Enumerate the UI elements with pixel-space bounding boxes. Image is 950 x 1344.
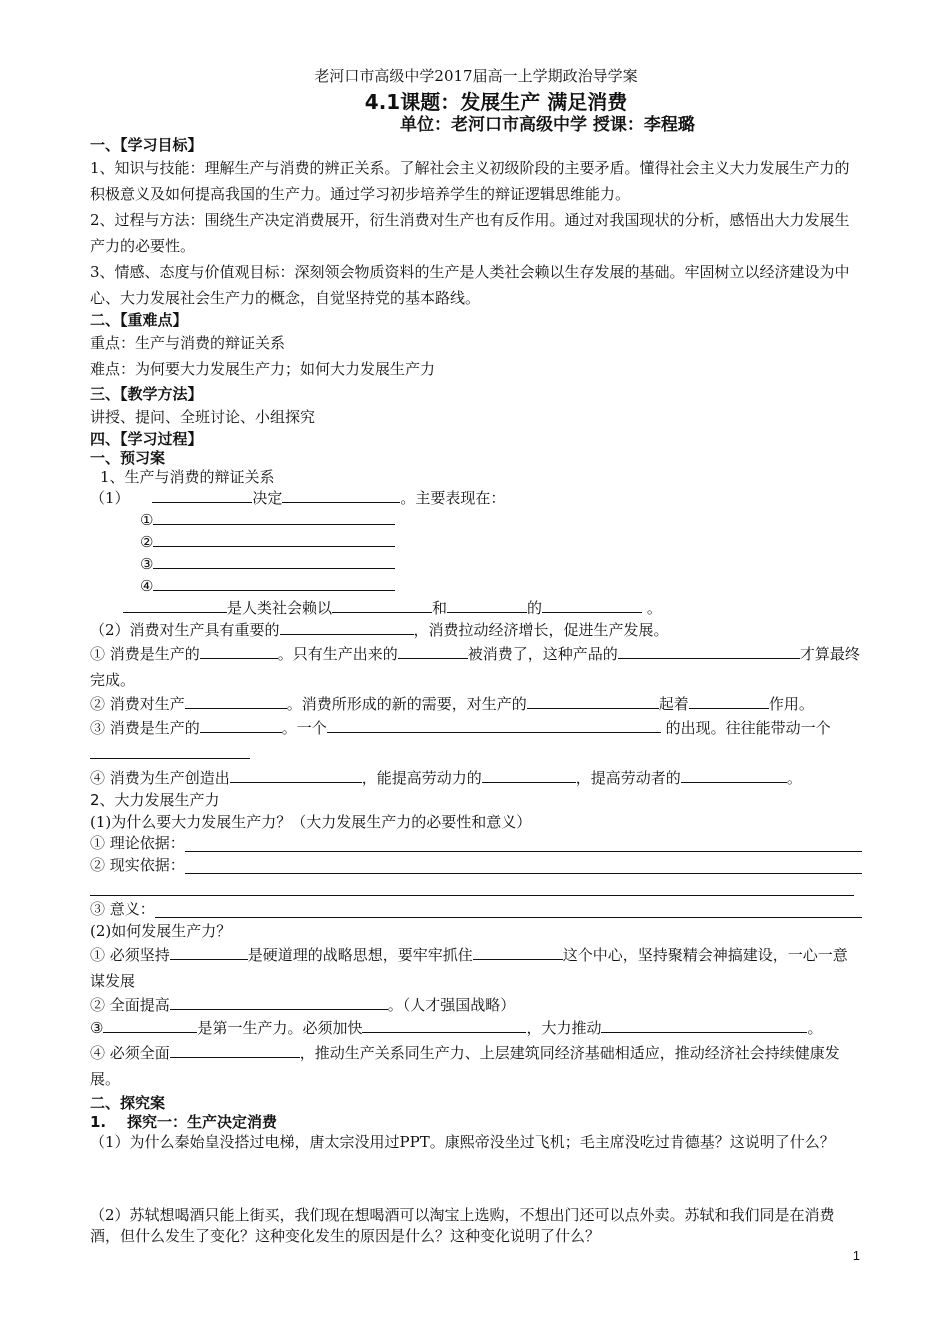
text: ① 理论依据： [90,834,185,852]
w2-line [90,855,862,877]
explore-q2: （2）苏轼想喝酒只能上街买，我们现在想喝酒可以淘宝上选购，不想出门还可以点外卖。苏轼和我们同是在消费酒，但什么发生了变化？这种变化发生的原因是什么？这种变化说明了什么？ [90,1205,835,1245]
text: 探究一：生产决定消费 [127,1112,278,1131]
text: 起着 [658,694,689,713]
section-process: 四、【学习过程】 [90,429,203,448]
text: ② 消费对生产 [90,694,185,713]
blank[interactable] [542,597,642,613]
blank[interactable] [362,1017,526,1033]
goal-3: 3、情感、态度与价值观目标：深刻领会物质资料的生产是人类社会赖以生存发展的基础。牢固树立以经济建设为中心、大力发展社会生产力的概念，自觉坚持党的基本路线。 [90,262,850,307]
difficult-point: 难点：为何要大力发展生产力；如何大力发展生产力 [90,359,436,378]
key-point: 重点：生产与消费的辩证关系 [90,333,286,352]
q1-heading: 1、生产与消费的辩证关系 [100,467,275,486]
text: 。只有生产出来的 [277,644,398,663]
text: 。消费所形成的新的需要，对生产的 [286,694,527,713]
item-num: ③ [140,554,154,573]
blank[interactable] [90,743,250,759]
text: ① 消费是生产的 [90,644,200,663]
text: ② 全面提高 [90,995,170,1014]
blank[interactable] [153,575,395,591]
text: ③ 消费是生产的 [90,718,200,737]
text: 1. [90,1112,107,1131]
item-line [90,553,862,575]
q1a-mid: 决定 [252,488,283,507]
h3-line [90,1016,862,1040]
q2-line [90,619,862,641]
q3-heading: 2、大力发展生产力 [90,790,220,809]
blank[interactable] [152,487,252,503]
w2-line-2 [90,877,862,899]
doc-title: 4.1课题：发展生产 满足消费 [364,89,628,114]
text: 被消费了，这种产品的 [467,644,618,663]
section-method: 三、【教学方法】 [90,384,203,403]
item-num: ① [140,510,154,529]
blank[interactable] [153,553,395,569]
text: ③ [90,1018,104,1037]
text: 的 [527,598,543,617]
blank[interactable] [327,717,661,733]
blank[interactable] [170,1042,300,1058]
item-line [90,575,862,597]
item-num: ② [140,532,154,551]
text: 是第一生产力。必须加快 [197,1018,363,1037]
goal-1: 1、知识与技能：理解生产与消费的辨正关系。了解社会主义初级阶段的主要矛盾。懂得社会主义大力发展生产力的积极意义及如何提高我国的生产力。通过学习初步培养学生的辩证逻辑思维能力。 [90,158,850,203]
text: 。 [807,1018,823,1037]
text: ，消费拉动经济增长，促进生产发展。 [413,620,669,639]
section-goals: 一、【学习目标】 [90,135,203,154]
document-page [90,66,862,1247]
blank[interactable] [332,597,432,613]
teaching-method: 讲授、提问、全班讨论、小组探究 [90,407,316,426]
w1-line [90,833,862,855]
blank[interactable] [473,944,563,960]
blank[interactable] [681,767,787,783]
text: 。 [786,768,802,787]
w3-line [90,899,862,921]
text: ③ 意义： [90,900,155,918]
blank[interactable] [618,643,800,659]
q1a-post: 。主要表现在： [400,488,506,507]
blank[interactable] [170,994,388,1010]
h1-line [90,942,862,994]
text: 。一个 [281,718,327,737]
text: 才算最终完成。 [90,644,860,689]
how-heading: (2)如何发展生产力？ [90,921,232,940]
text: 和 [432,598,448,617]
h4-line [90,1040,862,1092]
blank[interactable] [230,767,362,783]
text: 作用。 [768,694,814,713]
blank[interactable] [482,767,576,783]
text: 是人类社会赖以 [227,598,333,617]
text: 。（人才强国战略） [387,995,516,1014]
answer-space[interactable] [90,1153,862,1205]
h2-line [90,994,862,1016]
text: 是硬道理的战略思想，要牢牢抓住 [247,945,473,964]
why-heading: (1)为什么要大力发展生产力？（大力发展生产力的必要性和意义） [90,812,532,831]
blank[interactable] [103,1017,197,1033]
c2-line [90,693,862,715]
text: ，大力推动 [526,1018,602,1037]
page-number: 1 [852,1248,860,1263]
text: ，能提高劳动力的 [361,768,482,787]
blank[interactable] [447,597,527,613]
text: ④ 必须全面 [90,1043,170,1062]
doc-subtitle: 单位：老河口市高级中学 授课：李程璐 [400,114,695,135]
text: ，提高劳动者的 [575,768,681,787]
q1a-line [90,487,862,509]
item-num: ④ [140,576,154,595]
text: ④ 消费为生产创造出 [90,768,230,787]
blank[interactable] [200,717,282,733]
blank[interactable] [123,597,227,613]
blank[interactable] [153,531,395,547]
blank[interactable] [155,901,862,918]
text: ② 现实依据： [90,856,185,874]
goal-2: 2、过程与方法：围绕生产决定消费展开，衍生消费对生产也有反作用。通过对我国现状的分析，感悟出大力发展生产力的必要性。 [90,210,850,255]
text: 的出现。往往能带动一个 [665,718,831,737]
blank[interactable] [185,835,862,852]
explore-q1: （1）为什么秦始皇没搭过电梯，唐太宗没用过PPT。康熙帝没坐过飞机；毛主席没吃过肯德基？这说明了什么？ [90,1132,835,1151]
preview-heading: 一、预习案 [90,448,166,467]
blank[interactable] [280,619,414,635]
blank[interactable] [90,879,854,896]
blank[interactable] [282,487,400,503]
blank[interactable] [689,693,769,709]
c3-line [90,715,862,767]
section-keypoints: 二、【重难点】 [90,310,188,329]
doc-header: 老河口市高级中学2017届高一上学期政治导学案 [314,67,638,85]
blank[interactable] [170,944,248,960]
text: 这个中心，坚持聚精会神搞建设，一心一意谋发展 [90,945,848,990]
basis-line [90,597,862,619]
c4-line [90,767,862,790]
blank[interactable] [185,693,287,709]
item-line [90,531,862,553]
blank[interactable] [398,643,468,659]
blank[interactable] [601,1017,807,1033]
blank[interactable] [153,509,395,525]
blank[interactable] [527,693,659,709]
blank[interactable] [185,857,862,874]
text: ，推动生产关系同生产力、上层建筑同经济基础相适应，推动经济社会持续健康发展。 [90,1043,840,1088]
c1-line [90,641,862,693]
text: 。 [646,598,662,617]
blank[interactable] [200,643,278,659]
q1a-prefix: （1） [90,488,130,507]
explore-heading: 二、探究案 [90,1093,166,1112]
explore-1-heading [90,1113,862,1132]
text: （2）消费对生产具有重要的 [90,620,280,639]
text: ① 必须坚持 [90,945,170,964]
item-line [90,509,862,531]
